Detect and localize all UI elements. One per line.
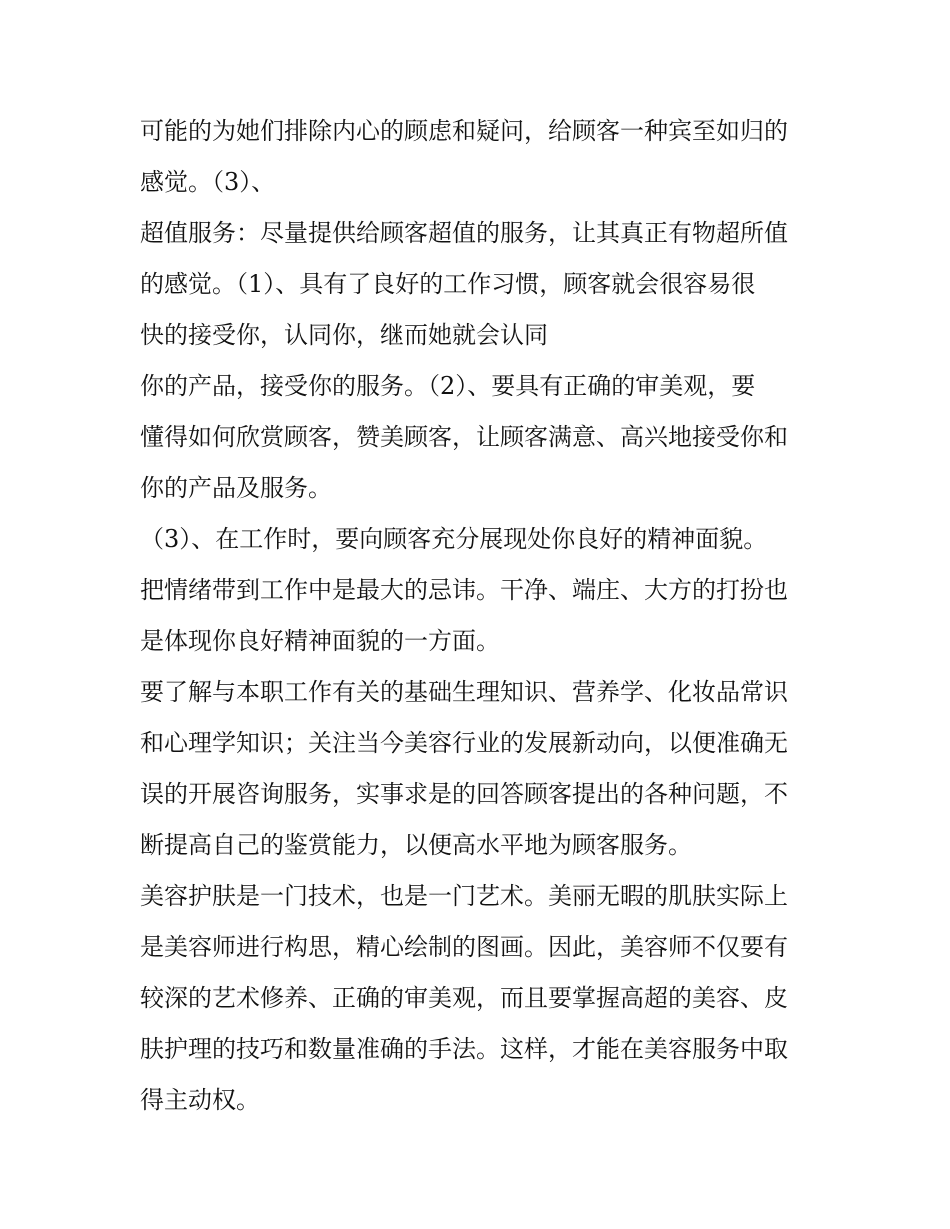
text-line: 肤护理的技巧和数量准确的手法。这样，才能在美容服务中取 <box>140 1035 788 1063</box>
text-line: （3）、在工作时，要向顾客充分展现处你良好的精神面貌。 <box>140 525 768 553</box>
text-line: 你的产品及服务。 <box>140 474 332 502</box>
text-line: 较深的艺术修养、正确的审美观，而且要掌握高超的美容、皮 <box>140 984 788 1012</box>
text-line: 美容护肤是一门技术，也是一门艺术。美丽无暇的肌肤实际上 <box>140 882 788 910</box>
text-line: 可能的为她们排除内心的顾虑和疑问，给顾客一种宾至如归的 <box>140 117 788 145</box>
text-line: 你的产品，接受你的服务。（2）、要具有正确的审美观，要 <box>140 372 756 400</box>
document-body <box>140 106 812 1126</box>
text-line: 感觉。（3）、 <box>140 168 276 196</box>
text-line: 的感觉。（1）、具有了良好的工作习惯，顾客就会很容易很 <box>140 270 756 298</box>
text-line: 断提高自己的鉴赏能力，以便高水平地为顾客服务。 <box>140 831 692 859</box>
text-line: 要了解与本职工作有关的基础生理知识、营养学、化妆品常识 <box>140 678 788 706</box>
text-line: 把情绪带到工作中是最大的忌讳。干净、端庄、大方的打扮也 <box>140 576 788 604</box>
text-line: 是美容师进行构思，精心绘制的图画。因此，美容师不仅要有 <box>140 933 788 961</box>
text-line: 和心理学知识；关注当今美容行业的发展新动向，以便准确无 <box>140 729 788 757</box>
text-line: 误的开展咨询服务，实事求是的回答顾客提出的各种问题，不 <box>140 780 788 808</box>
text-line: 懂得如何欣赏顾客，赞美顾客，让顾客满意、高兴地接受你和 <box>140 423 788 451</box>
text-line: 得主动权。 <box>140 1086 260 1114</box>
text-line: 是体现你良好精神面貌的一方面。 <box>140 627 500 655</box>
text-line: 超值服务：尽量提供给顾客超值的服务，让其真正有物超所值 <box>140 219 788 247</box>
text-line: 快的接受你，认同你，继而她就会认同 <box>140 321 548 349</box>
